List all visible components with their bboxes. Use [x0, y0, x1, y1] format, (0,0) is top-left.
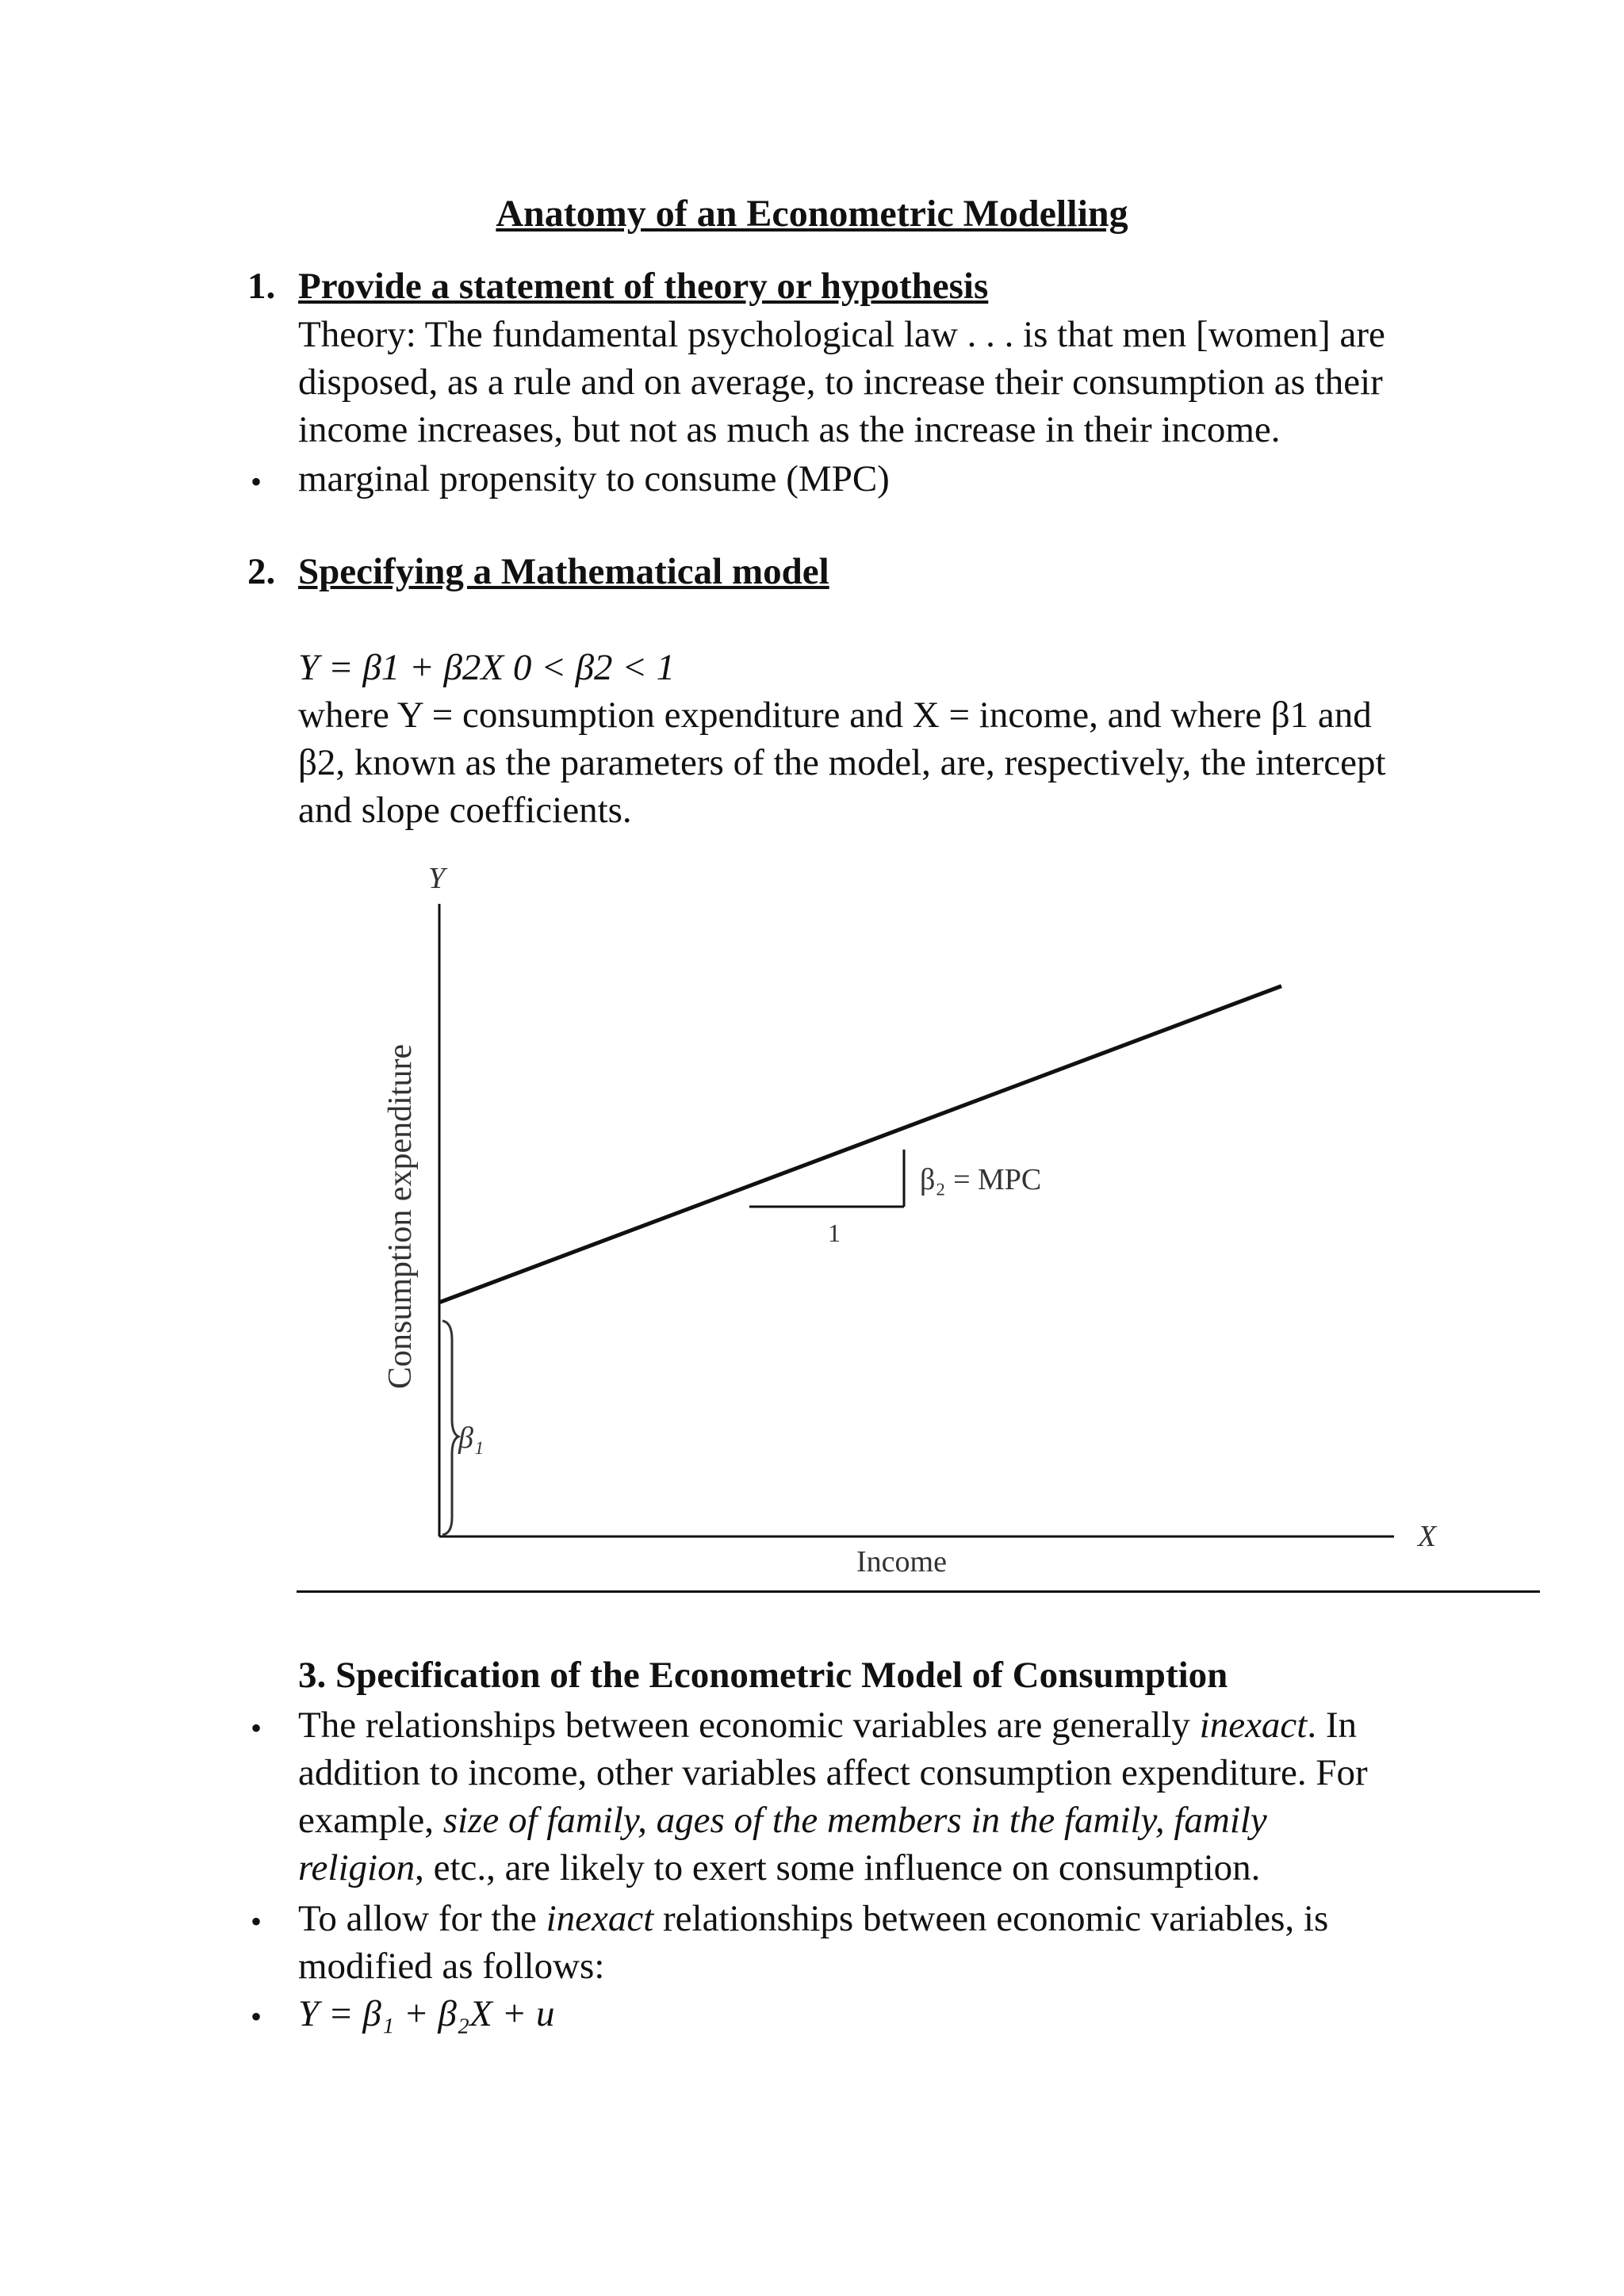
bullet-marker: •	[251, 1904, 262, 1939]
bullet-marker: •	[251, 1710, 262, 1746]
bullet-text	[298, 1990, 555, 2038]
text-line: religion, etc., are likely to exert some influence on consumption.	[298, 1847, 1261, 1888]
section-2-number: 2.	[247, 551, 276, 592]
y-axis-label: Consumption expenditure	[382, 1043, 419, 1389]
y-axis-letter: Y	[428, 862, 446, 895]
section-2-heading: Specifying a Mathematical model	[298, 551, 829, 592]
text-line: Theory: The fundamental psychological law . . . is that men [women] are	[298, 314, 1385, 355]
section-1-number: 1.	[247, 266, 276, 307]
x-axis-label: Income	[856, 1545, 947, 1578]
text-line: β2, known as the parameters of the model, are, respectively, the intercept	[298, 742, 1386, 783]
text-line: To allow for the inexact relationships between economic variables, is	[298, 1898, 1329, 1939]
intercept-brace	[442, 1321, 458, 1535]
bullet-marker: •	[251, 1999, 262, 2034]
text-line: The relationships between economic variables are generally inexact. In	[298, 1705, 1358, 1746]
bullet-text	[298, 1701, 1368, 1892]
text-line: example, size of family, ages of the members in the family, family	[298, 1800, 1267, 1841]
bullet-marker: •	[251, 464, 262, 499]
text-line: and slope coefficients.	[298, 790, 632, 831]
x-axis-letter: X	[1418, 1520, 1437, 1553]
section-1-heading: Provide a statement of theory or hypothesis	[298, 266, 989, 307]
slope-label: β₂ = MPC	[920, 1163, 1042, 1196]
text-line: addition to income, other variables affect consumption expenditure. For	[298, 1752, 1368, 1793]
text-line: modified as follows:	[298, 1946, 605, 1987]
page-title: Anatomy of an Econometric Modelling	[496, 193, 1128, 235]
run-label: 1	[828, 1219, 841, 1247]
divider	[297, 1590, 1540, 1593]
consumption-line	[439, 986, 1281, 1303]
section-3-heading: 3. Specification of the Econometric Model of Consumption	[298, 1655, 1228, 1696]
text-line: Y = β₁ + β₂X + u	[298, 1993, 555, 2034]
text-line: where Y = consumption expenditure and X = income, and where β1 and	[298, 695, 1372, 736]
bullet-text	[298, 1895, 1328, 1990]
text-line: income increases, but not as much as the increase in their income.	[298, 409, 1281, 450]
intercept-label: β₁	[458, 1422, 485, 1455]
model-equation: Y = β1 + β2X 0 < β2 < 1	[298, 647, 676, 688]
section-1-bullet-text: marginal propensity to consume (MPC)	[298, 458, 890, 499]
text-line: disposed, as a rule and on average, to increase their consumption as their	[298, 362, 1383, 403]
